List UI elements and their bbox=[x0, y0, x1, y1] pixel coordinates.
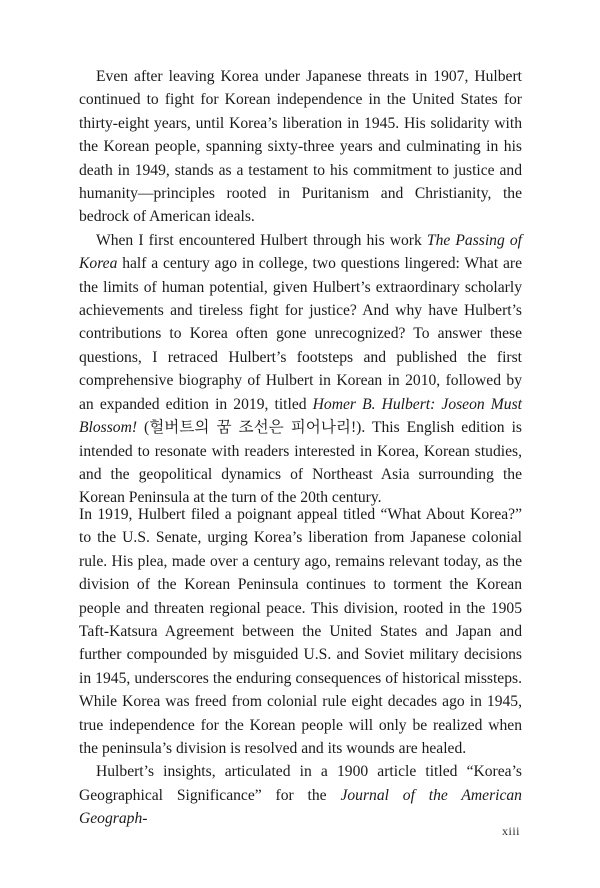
paragraph-text: Hulbert’s insights, articulated in a 1900 article titled “Korea’s Geographical Significance” for the bbox=[79, 763, 522, 804]
paragraph-text: half a century ago in college, two questions lingered: What are the limits of human potential, given Hulbert’s extraordinary scholarly achievements and tireless fight for justice? And why have Hulbert’s contributions to Korea often gone unrecognized? To answer these questions, I retraced Hulbert’s footsteps and published the first comprehensive biography of Hulbert in Korean in 2010, followed by an expanded edition in 2019, titled bbox=[79, 255, 522, 413]
paragraph-author-biography bbox=[79, 229, 522, 510]
book-title-joseon-must-blossom: Homer B. Hulbert: Joseon Must Blossom! bbox=[79, 395, 522, 437]
journal-title: Journal of the American Geograph- bbox=[79, 786, 522, 828]
paragraph-text: Even after leaving Korea under Japanese threats in 1907, Hulbert continued to fight for Korean independence in the United States for thirty-eight years, until Korea’s liberation in 1945. His solidarity with the Korean people, spanning sixty-three years and culminating in his death in 1949, stands as a testament to his commitment to justice and humanity—principles rooted in Puritanism and Christianity, the bedrock of American ideals. bbox=[79, 68, 522, 226]
paragraph-geographical-significance bbox=[79, 760, 522, 830]
paragraph-what-about-korea bbox=[79, 503, 522, 760]
text-section-1 bbox=[79, 65, 522, 510]
paragraph-text: When I first encountered Hulbert through his work bbox=[96, 231, 427, 249]
paragraph-text: In 1919, Hulbert filed a poignant appeal titled “What About Korea?” to the U.S. Senate, urging Korea’s liberation from Japanese colonial rule. His plea, made over a century ago, remains relevant today, as the division of the Korean Peninsula continues to torment the Korean people and threaten regional peace. This division, rooted in the 1905 Taft-Katsura Agreement between the United States and Japan and further compounded by misguided U.S. and Soviet military decisions in 1945, underscores the enduring consequences of historical missteps. While Korea was freed from colonial rule eight decades ago in 1945, true independence for the Korean people will only be realized when the peninsula’s division is resolved and its wounds are healed. bbox=[79, 506, 522, 758]
book-title-passing-of-korea: The Passing of Korea bbox=[79, 231, 523, 273]
page-number: xiii bbox=[501, 824, 520, 838]
paragraph-text: (헐버트의 꿈 조선은 피어나리!). This English edition is intended to resonate with readers interested in Korea, Korean studies, and the geopolitical dynamics of Northeast Asia surrounding the Korean Peninsula at the turn of the 20th century. bbox=[79, 419, 522, 507]
paragraph-hulbert-independence bbox=[79, 65, 522, 229]
text-section-2 bbox=[79, 503, 522, 831]
